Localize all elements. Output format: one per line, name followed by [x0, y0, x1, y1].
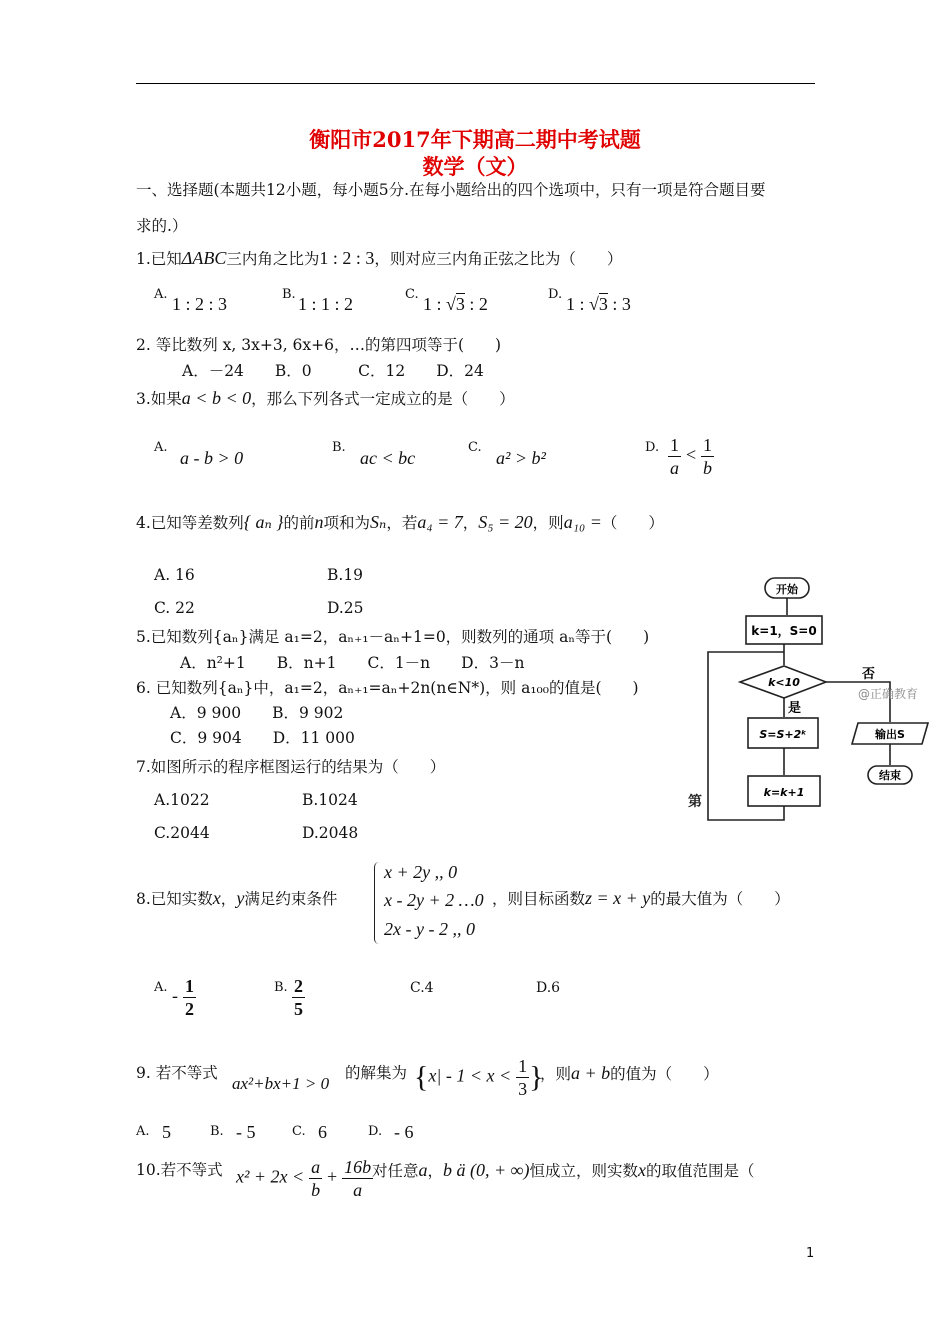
q1-b-label: B.	[282, 287, 296, 302]
q9-mid: 的解集为	[345, 1064, 408, 1082]
flow-body-text: S=S+2ᵏ	[759, 728, 807, 741]
q2-options: A．－24 B．0 C．12 D．24	[182, 362, 484, 380]
question-9-pre: 9. 若不等式	[136, 1064, 218, 1082]
q1-option-a: 1 : 2 : 3	[172, 294, 228, 314]
q3-d-label: D.	[645, 440, 660, 455]
q9-d-label: D.	[368, 1124, 383, 1139]
q7-option-c: C.2044	[154, 824, 210, 842]
q9-a-label: A.	[136, 1124, 150, 1139]
question-8-post: ，则目标函数z = x + y的最大值为（ ）	[492, 888, 790, 908]
q6-options-2: C．9 904 D．11 000	[170, 729, 355, 747]
question-8-pre: 8.已知实数x，y满足约束条件	[136, 888, 338, 908]
q1-a-label: A.	[154, 287, 168, 302]
constraint-2: x - 2y + 2 …0	[384, 890, 484, 910]
flow-inc-text: k=k+1	[763, 786, 805, 799]
flow-watermark: @正确教育	[858, 687, 919, 701]
flow-cond-text: k<10	[768, 676, 800, 689]
q3-option-a: a - b > 0	[180, 448, 244, 468]
q8-option-a: - $\frac{1}{2}$	[172, 976, 194, 1019]
q1-option-c: 1 : √3 : 2	[423, 294, 488, 314]
flow-no-label: 否	[862, 667, 876, 682]
q9-option-a: 5	[162, 1122, 171, 1142]
question-10-expr: x² + 2x < $\frac{a}{b}$ + $\frac{16b}{a}$	[236, 1157, 372, 1200]
question-10-post: 对任意a，b ä (0, + ∞)恒成立，则实数x的取值范围是（	[372, 1160, 755, 1180]
q8-option-c: C.4	[410, 980, 434, 996]
q3-c-label: C.	[468, 440, 482, 455]
question-5: 5.已知数列{aₙ}满足 a₁=2，aₙ₊₁－aₙ+1=0，则数列的通项 aₙ等于( )	[136, 628, 650, 646]
question-2: 2. 等比数列 x, 3x+3, 6x+6，…的第四项等于( )	[136, 336, 502, 354]
q9-c-label: C.	[292, 1124, 306, 1139]
flow-init-text: k=1，S=0	[751, 624, 817, 638]
question-4: 4.已知等差数列{ aₙ }的前n项和为Sₙ，若a₄ = 7，S₅ = 20，则a₁₀ =（ ）	[136, 512, 664, 532]
q9-option-d: - 6	[394, 1122, 414, 1142]
flowchart	[680, 570, 940, 830]
constraint-brace	[374, 862, 381, 944]
page-subtitle: 数学（文）	[422, 154, 528, 179]
q7-option-d: D.2048	[302, 824, 359, 842]
q1-c-label: C.	[405, 287, 419, 302]
q9-set: {x| - 1 < x < $\frac{1}{3}$ }	[414, 1056, 544, 1099]
q4-option-d: D.25	[327, 599, 364, 617]
flow-start-text: 开始	[776, 583, 798, 596]
q1-d-label: D.	[548, 287, 563, 302]
q3-b-label: B.	[332, 440, 346, 455]
question-9-post: ，则a + b的值为（ ）	[540, 1063, 719, 1083]
q9-b-label: B.	[210, 1124, 224, 1139]
question-7: 7.如图所示的程序框图运行的结果为（ ）	[136, 758, 446, 776]
q3-option-c: a² > b²	[496, 448, 546, 468]
q9-inequality: ax²+bx+1 > 0	[232, 1074, 330, 1093]
q8-b-label: B.	[274, 980, 288, 995]
page-number: 1	[806, 1246, 815, 1261]
constraint-1: x + 2y ,, 0	[384, 862, 458, 882]
question-6: 6. 已知数列{aₙ}中，a₁=2，aₙ₊₁=aₙ+2n(n∈N*)，则 a₁₀₀的值是( )	[136, 679, 639, 697]
q9-option-b: - 5	[236, 1122, 256, 1142]
q8-option-b: $\frac{2}{5}$	[294, 976, 303, 1019]
q1-option-b: 1 : 1 : 2	[298, 294, 354, 314]
page-title: 衡阳市2017年下期高二期中考试题	[309, 127, 641, 152]
section-line-1: 一、选择题(本题共12小题，每小题5分.在每小题给出的四个选项中，只有一项是符合题目要	[136, 181, 766, 199]
q4-option-a: A. 16	[154, 566, 195, 584]
q3-option-b: ac < bc	[360, 448, 416, 468]
flow-end-text: 结束	[879, 769, 901, 782]
q1-option-d: 1 : √3 : 3	[566, 294, 631, 314]
q4-option-b: B.19	[327, 566, 364, 584]
header-rule	[136, 83, 815, 84]
q7-option-a: A.1022	[154, 791, 210, 809]
section-line-2: 求的.）	[136, 217, 188, 235]
q3-option-d: $\frac{1}{a}$ < $\frac{1}{b}$	[670, 435, 713, 478]
q3-a-label: A.	[154, 440, 168, 455]
q7-option-b: B.1024	[302, 791, 358, 809]
question-1: 1.已知ΔABC三内角之比为1 : 2 : 3，则对应三内角正弦之比为（ ）	[136, 248, 623, 268]
flow-side-text: 第	[688, 794, 702, 810]
flow-yes-label: 是	[788, 701, 802, 716]
q4-option-c: C. 22	[154, 599, 195, 617]
question-10-pre: 10.若不等式	[136, 1161, 223, 1179]
q5-options: A．n²+1 B．n+1 C．1－n D．3－n	[180, 654, 525, 672]
question-3: 3.如果a < b < 0，那么下列各式一定成立的是（ ）	[136, 388, 515, 408]
flow-out-text: 输出S	[875, 728, 905, 741]
constraint-3: 2x - y - 2 ,, 0	[384, 919, 475, 939]
q8-option-d: D.6	[536, 980, 561, 996]
q6-options-1: A．9 900 B．9 902	[170, 704, 344, 722]
q9-option-c: 6	[318, 1122, 327, 1142]
q8-a-label: A.	[154, 980, 168, 995]
